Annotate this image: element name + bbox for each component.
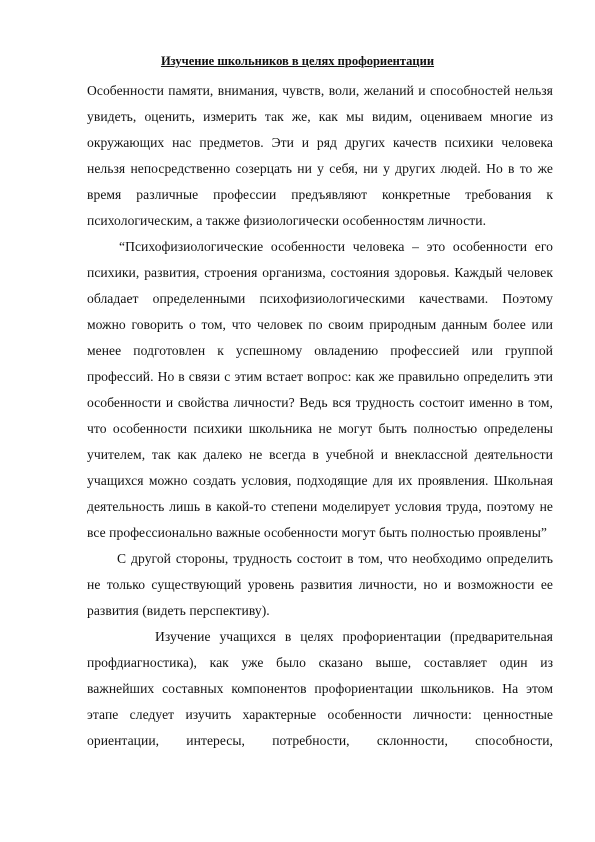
paragraph-line: С другой стороны, трудность состоит в том, что необходимо определить	[117, 551, 553, 566]
paragraph-line: деятельность лишь в какой-то степени моделирует условия труда, поэтому не	[87, 499, 553, 514]
paragraph-line: учащихся можно создать условия, подходящие для их проявления. Школьная	[87, 473, 553, 488]
paragraph-line: окружающих нас предметов. Эти и ряд других качеств психики человека	[87, 135, 553, 150]
paragraph-line: увидеть, оценить, измерить так же, как мы видим, оцениваем многие из	[87, 109, 553, 124]
paragraph-line: психологическим, а также физиологически особенностям личности.	[87, 213, 487, 228]
paragraph-line: профдиагностика), как уже было сказано выше, составляет один из	[87, 655, 553, 670]
paragraph-line: психики, развития, строения организма, состояния здоровья. Каждый человек	[87, 265, 553, 280]
paragraph-line: что особенности психики школьника не могут быть полностью определены	[87, 421, 553, 436]
paragraph-line: ориентации, интересы, потребности, склонности, способности,	[87, 733, 553, 748]
paragraph-line: менее подготовлен к успешному овладению профессией или группой	[87, 343, 553, 358]
document-title: Изучение школьников в целях профориентации	[160, 54, 435, 68]
paragraph-line: обладает определенными психофизиологическими качествами. Поэтому	[87, 291, 553, 306]
paragraph-line: нельзя непосредственно созерцать ни у себя, ни у других людей. Но в то же	[87, 161, 553, 176]
paragraph-line: не только существующий уровень развития личности, но и возможности ее	[87, 577, 553, 592]
paragraph-line: можно говорить о том, что человек по своим природным данным более или	[87, 317, 553, 332]
paragraph-line: развития (видеть перспективу).	[87, 603, 270, 618]
paragraph-line: особенности и свойства личности? Ведь вся трудность состоит именно в том,	[87, 395, 553, 410]
paragraph-line: важнейших составных компонентов профориентации школьников. На этом	[87, 681, 553, 696]
paragraph-line: этапе следует изучить характерные особенности личности: ценностные	[87, 707, 553, 722]
paragraph-line: профессий. Но в связи с этим встает вопрос: как же правильно определить эти	[87, 369, 553, 384]
paragraph-line: все профессионально важные особенности могут быть полностью проявлены”	[87, 525, 547, 540]
paragraph-line: учителем, так как далеко не всегда в учебной и внеклассной деятельности	[87, 447, 553, 462]
paragraph-line: Изучение учащихся в целях профориентации (предварительная	[155, 629, 553, 644]
paragraph-line: “Психофизиологические особенности человека – это особенности его	[119, 239, 553, 254]
paragraph-line: Особенности памяти, внимания, чувств, воли, желаний и способностей нельзя	[87, 83, 553, 98]
paragraph-line: время различные профессии предъявляют конкретные требования к	[87, 187, 553, 202]
